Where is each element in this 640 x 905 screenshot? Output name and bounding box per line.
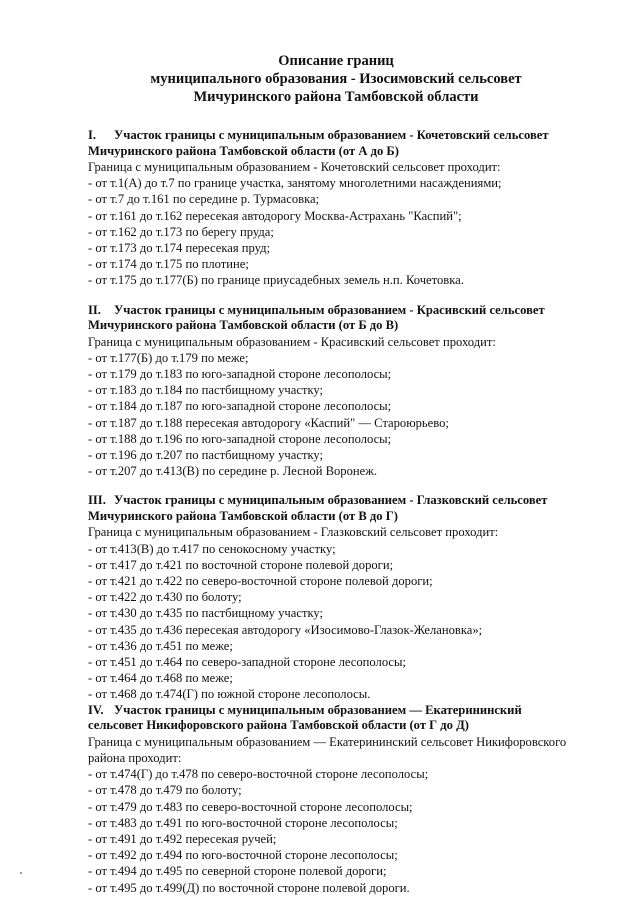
section-heading-line-2: Мичуринского района Тамбовской области (от Б до В) [88,318,399,333]
section-heading-line-1: Участок границы с муниципальным образованием - Кочетовский сельсовет [114,128,549,142]
section-3 [88,493,584,702]
list-item: - от т.173 до т.174 пересекая пруд; [88,241,271,256]
list-item: - от т.430 до т.435 по пастбищному участку; [88,606,324,621]
list-item: - от т.421 до т.422 по северо-восточной стороне полевой дороги; [88,574,433,589]
list-item: - от т.483 до т.491 по юго-восточной стороне лесополосы; [88,815,398,830]
list-item: - от т.183 до т.184 по пастбищному участку; [88,383,324,398]
section-intro: Граница с муниципальным образованием - Красивский сельсовет проходит: [88,334,496,349]
list-item: - от т.464 до т.468 по меже; [88,671,233,686]
list-item: - от т.495 до т.499(Д) по восточной стороне полевой дороги. [88,880,410,895]
section-intro: Граница с муниципальным образованием - Кочетовский сельсовет проходит: [88,160,501,174]
list-item: - от т.1(А) до т.7 по границе участка, занятому многолетними насаждениями; [88,176,502,191]
document-title [88,52,584,106]
section-numeral: II. [88,302,101,317]
list-item: - от т.174 до т.175 по плотине; [88,257,249,272]
section-numeral: IV. [88,702,104,717]
list-item: - от т.417 до т.421 по восточной стороне полевой дороги; [88,557,394,572]
section-heading [88,128,584,159]
title-line-3: Мичуринского района Тамбовской области [193,89,479,105]
section-heading [88,703,584,734]
section-heading [88,303,584,334]
section-intro: Граница с муниципальным образованием — Екатерининский сельсовет Никифоровского района проходит: [88,734,567,765]
list-item: - от т.179 до т.183 по юго-западной стороне лесополосы; [88,367,392,382]
list-item: - от т.207 до т.413(В) по середине р. Лесной Воронеж. [88,464,378,479]
list-item: - от т.161 до т.162 пересекая автодорогу Москва-Астрахань "Каспий"; [88,208,462,223]
list-item: - от т.478 до т.479 по болоту; [88,783,242,798]
list-item: - от т.479 до т.483 по северо-восточной стороне лесополосы; [88,799,413,814]
title-line-1: Описание границ [278,53,394,69]
section-4 [88,703,584,896]
list-item: - от т.177(Б) до т.179 по меже; [88,350,249,365]
list-item: - от т.188 до т.196 по юго-западной стороне лесополосы; [88,431,392,446]
list-item: - от т.494 до т.495 по северной стороне полевой дороги; [88,864,387,879]
section-1 [88,128,584,289]
section-2 [88,303,584,480]
list-item: - от т.491 до т.492 пересекая ручей; [88,831,277,846]
scan-speck [20,872,22,874]
list-item: - от т.7 до т.161 по середине р. Турмасовка; [88,192,320,207]
section-heading-line-2: Мичуринского района Тамбовской области (от В до Г) [88,508,398,523]
list-item: - от т.422 до т.430 по болоту; [88,590,242,605]
list-item: - от т.436 до т.451 по меже; [88,638,233,653]
list-item: - от т.196 до т.207 по пастбищному участку; [88,448,324,463]
list-item: - от т.187 до т.188 пересекая автодорогу «Каспий" — Староюрьево; [88,415,449,430]
list-item: - от т.162 до т.173 по берегу пруда; [88,224,274,239]
section-heading-line-1: Участок границы с муниципальным образованием - Красивский сельсовет [114,302,545,317]
section-intro: Граница с муниципальным образованием - Глазковский сельсовет проходит: [88,525,499,540]
title-line-2: муниципального образования - Изосимовский сельсовет [150,71,522,87]
list-item: - от т.413(В) до т.417 по сенокосному участку; [88,541,336,556]
section-numeral: I. [88,128,97,142]
section-heading-line-2: Мичуринского района Тамбовской области (от А до Б) [88,143,399,158]
list-item: - от т.474(Г) до т.478 по северо-восточной стороне лесополосы; [88,767,429,782]
section-heading [88,493,584,524]
section-numeral: III. [88,493,106,508]
list-item: - от т.468 до т.474(Г) по южной стороне лесополосы. [88,687,371,702]
list-item: - от т.492 до т.494 по юго-восточной стороне лесополосы; [88,848,398,863]
list-item: - от т.184 до т.187 по юго-западной стороне лесополосы; [88,399,392,414]
list-item: - от т.451 до т.464 по северо-западной стороне лесополосы; [88,655,406,670]
list-item: - от т.435 до т.436 пересекая автодорогу «Изосимово-Глазок-Желановка»; [88,622,483,637]
list-item: - от т.175 до т.177(Б) по границе приусадебных земель н.п. Кочетовка. [88,273,464,288]
section-heading-line-2: сельсовет Никифоровского района Тамбовской области (от Г до Д) [88,718,469,733]
section-heading-line-1: Участок границы с муниципальным образованием - Глазковский сельсовет [114,493,548,508]
section-heading-line-1: Участок границы с муниципальным образованием — Екатерининский [114,702,522,717]
